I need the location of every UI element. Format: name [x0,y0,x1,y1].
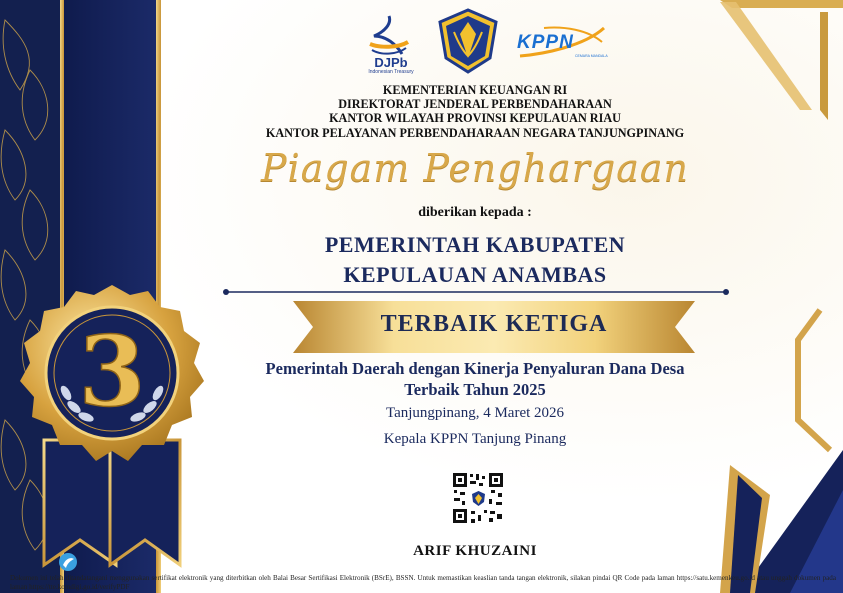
header-block [170,83,780,140]
kemenkeu-emblem-icon [436,8,500,74]
header-line-2: DIREKTORAT JENDERAL PERBENDAHARAAN [338,97,612,112]
given-to-label: diberikan kepada : [418,205,532,220]
recipient-block [170,230,780,290]
rank-text: TERBAIK KETIGA [380,311,608,337]
medal-number: 3 [78,315,146,428]
category-line-1: Pemerintah Daerah dengan Kinerja Penyaluran Dana Desa [265,359,685,378]
djpb-logo-subtitle: Indonesian Treasury [368,69,414,75]
recipient-line-1: PEMERINTAH KABUPATEN [324,232,626,257]
recipient-line-2: KEPULAUAN ANAMBAS [343,262,607,287]
category-line-2: Terbaik Tahun 2025 [404,380,546,399]
signer-name: ARIF KHUZAINI [413,543,537,559]
footer-disclaimer: Dokumen ini telah ditandatangani menggunakan sertifikat elektronik yang diterbitkan oleh Balai Besar Sertifikasi Elektronik (BSrE), BSSN. Untuk memastikan keaslian tanda tangan elektronik, silakan pindai QR Code pada laman https://satu.kemenkeu.go.id atau unggah dokumen pada laman https://tte.komdigi.go.id/verifyPDF [10,574,836,591]
djpb-logo-text: DJPb [374,55,408,70]
kppn-logo-subtitle: CEMARA MANDALA [575,54,608,58]
header-line-3: KANTOR WILAYAH PROVINSI KEPULAUAN RIAU [329,111,621,126]
place-date: Tanjungpinang, 4 Maret 2026 [385,405,565,421]
header-line-4: KANTOR PELAYANAN PERBENDAHARAAN NEGARA TANJUNGPINANG [265,125,685,140]
bsre-icon [58,552,78,572]
header-line-1: KEMENTERIAN KEUANGAN RI [382,83,568,97]
signer-title: Kepala KPPN Tanjung Pinang [383,431,567,447]
divider-line [222,286,730,298]
award-category [175,358,775,400]
certificate-title: Piagam Penghargaan [260,146,690,190]
qr-code[interactable] [451,471,505,525]
kppn-logo-text: KPPN [517,32,574,53]
